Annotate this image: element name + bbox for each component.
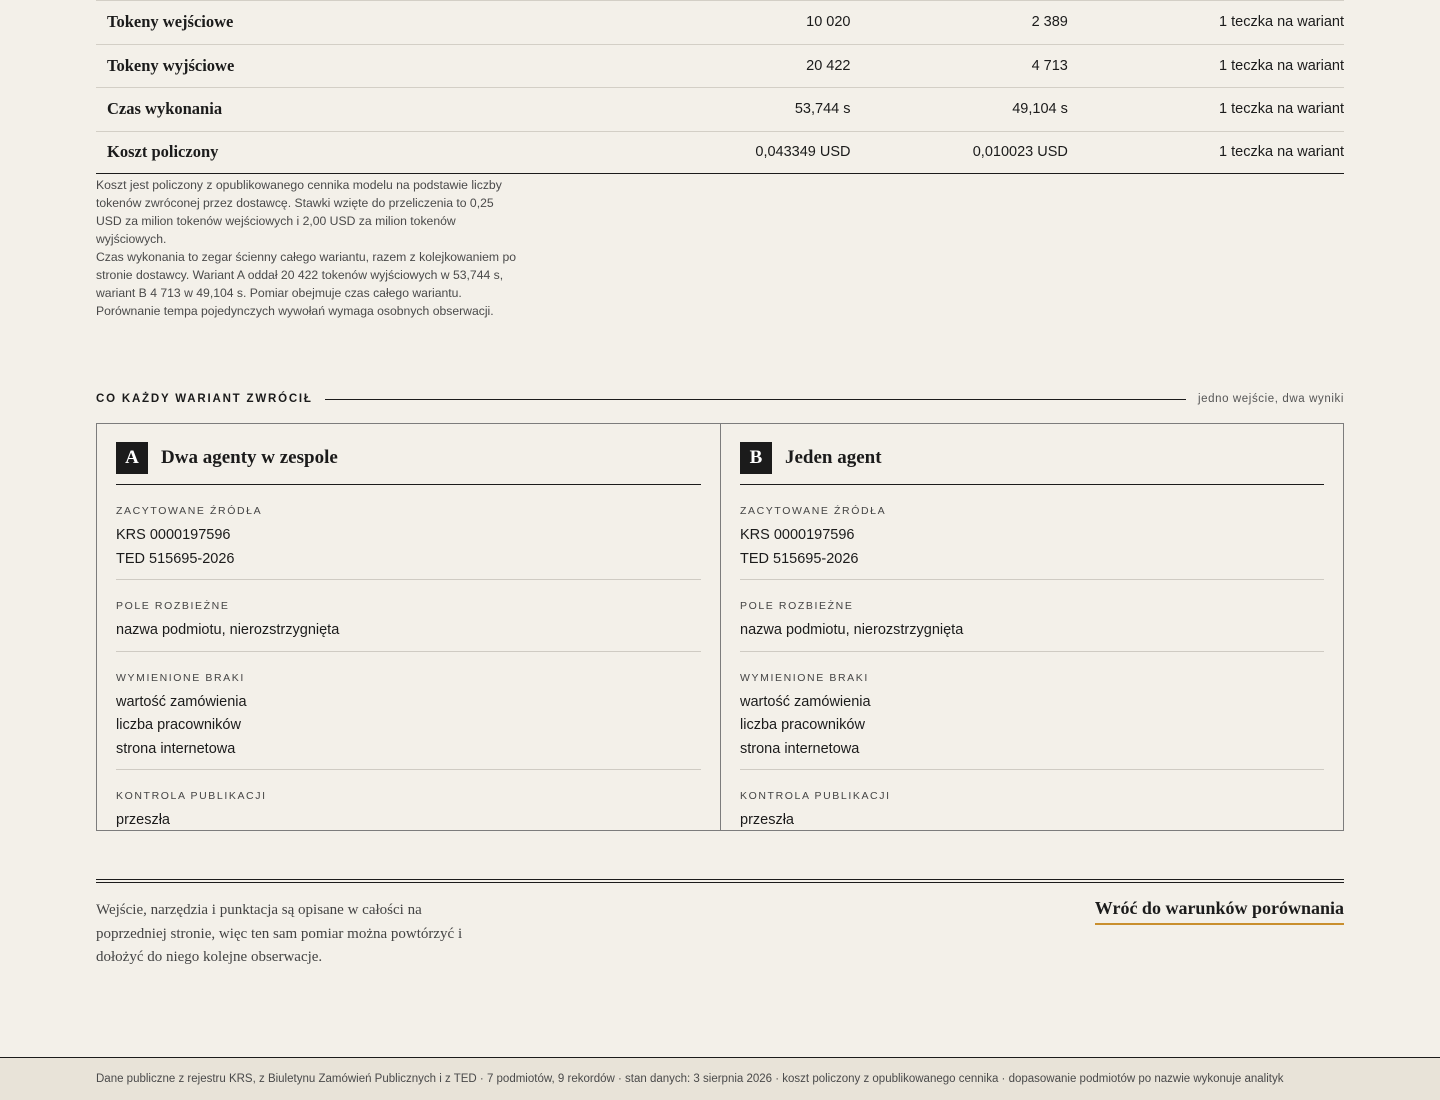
list-item: TED 515695-2026	[116, 550, 235, 567]
double-rule-divider	[96, 879, 1344, 883]
block-label: ZACYTOWANE ŹRÓDŁA	[116, 505, 263, 517]
metrics-row-output-tokens	[96, 44, 1344, 88]
list-item: przeszła	[740, 812, 794, 828]
metric-label: Czas wykonania	[107, 99, 223, 119]
variant-panel-b	[720, 424, 1343, 830]
metric-note: 1 teczka na wariant	[1219, 14, 1344, 31]
metric-note: 1 teczka na wariant	[1219, 144, 1344, 161]
closing-text: Wejście, narzędzia i punktacja są opisane w całości na poprzedniej stronie, więc ten sam pomiar można powtórzyć i dołożyć do niego kolejne obserwacje.	[96, 902, 463, 965]
list-item: liczba pracowników	[740, 717, 865, 733]
list-item: nazwa podmiotu, nierozstrzygnięta	[116, 622, 340, 638]
metric-label: Tokeny wyjściowe	[107, 55, 235, 75]
metrics-row-runtime	[96, 87, 1344, 131]
list-item: liczba pracowników	[116, 717, 241, 733]
cited-sources-block	[116, 485, 701, 580]
section-aside: jedno wejście, dwa wyniki	[1197, 393, 1344, 405]
variant-title: Dwa agenty w zespole	[161, 446, 338, 468]
metric-note: 1 teczka na wariant	[1219, 57, 1344, 74]
block-label: KONTROLA PUBLIKACJI	[740, 790, 891, 802]
list-item: strona internetowa	[740, 740, 860, 757]
publication-check-block	[116, 770, 701, 841]
metric-value-b: 0,010023 USD	[972, 144, 1068, 161]
list-item: TED 515695-2026	[740, 550, 859, 567]
divergent-field-block	[116, 580, 701, 652]
block-label: WYMIENIONE BRAKI	[740, 671, 869, 684]
metrics-table	[96, 0, 1344, 174]
variant-header	[116, 442, 701, 485]
metrics-notes	[96, 176, 516, 320]
metric-value-a: 0,043349 USD	[755, 144, 851, 161]
variant-badge: B	[740, 442, 772, 474]
variant-panels	[96, 423, 1344, 831]
listed-gaps-block	[740, 652, 1324, 771]
list-item: wartość zamówienia	[740, 693, 871, 710]
section-divider	[325, 399, 1186, 400]
variant-panel-a	[97, 424, 720, 830]
metric-note: 1 teczka na wariant	[1219, 101, 1344, 118]
section-title: CO KAŻDY WARIANT ZWRÓCIŁ	[96, 393, 313, 405]
block-label: ZACYTOWANE ŹRÓDŁA	[740, 505, 887, 517]
metric-value-b: 2 389	[1031, 14, 1068, 31]
metric-value-a: 10 020	[806, 14, 851, 31]
variant-header	[740, 442, 1324, 485]
publication-check-block	[740, 770, 1324, 841]
page-footer	[0, 1057, 1440, 1100]
back-to-conditions-link[interactable]: Wróć do warunków porównania	[1095, 898, 1344, 925]
metric-value-a: 20 422	[806, 57, 851, 74]
footer-text: Dane publiczne z rejestru KRS, z Biuletynu Zamówień Publicznych i z TED · 7 podmiotów, 9 rekordów · stan danych: 3 sierpnia 2026 · koszt policzony z opublikowanego cennika · dopasowanie podmiotów po nazwie wykonuje analityk	[96, 1073, 1284, 1085]
listed-gaps-block	[116, 652, 701, 771]
block-label: POLE ROZBIEŻNE	[740, 600, 854, 612]
divergent-field-block	[740, 580, 1324, 652]
metric-value-a: 53,744 s	[794, 101, 851, 118]
metric-label: Koszt policzony	[107, 142, 219, 162]
runtime-note: Czas wykonania to zegar ścienny całego wariantu, razem z kolejkowaniem po stronie dostawcy. Wariant A oddał 20 422 tokenów wyjściowych w 53,744 s, wariant B 4 713 w 49,104 s. Pomiar obejmuje czas całego wariantu. Porównanie tempa pojedynczych wywołań wymaga osobnych obserwacji.	[96, 250, 516, 318]
metric-value-b: 4 713	[1031, 57, 1068, 74]
list-item: strona internetowa	[116, 740, 236, 757]
list-item: KRS 0000197596	[740, 527, 855, 543]
cited-sources-block	[740, 485, 1324, 580]
block-label: KONTROLA PUBLIKACJI	[116, 790, 267, 802]
variant-badge: A	[116, 442, 148, 474]
metrics-row-cost	[96, 131, 1344, 175]
list-item: wartość zamówienia	[116, 693, 247, 710]
block-label: POLE ROZBIEŻNE	[116, 600, 230, 612]
variant-title: Jeden agent	[785, 446, 882, 468]
list-item: KRS 0000197596	[116, 527, 231, 543]
cost-note: Koszt jest policzony z opublikowanego cennika modelu na podstawie liczby tokenów zwróconej przez dostawcę. Stawki wzięte do przeliczenia to 0,25 USD za milion tokenów wejściowych i 2,00 USD za milion tokenów wyjściowych.	[96, 178, 502, 246]
list-item: nazwa podmiotu, nierozstrzygnięta	[740, 622, 964, 638]
section-heading	[96, 390, 1344, 408]
metric-value-b: 49,104 s	[1012, 101, 1068, 118]
block-label: WYMIENIONE BRAKI	[116, 671, 245, 684]
list-item: przeszła	[116, 812, 170, 828]
metrics-row-input-tokens	[96, 0, 1344, 44]
metric-label: Tokeny wejściowe	[107, 12, 234, 32]
